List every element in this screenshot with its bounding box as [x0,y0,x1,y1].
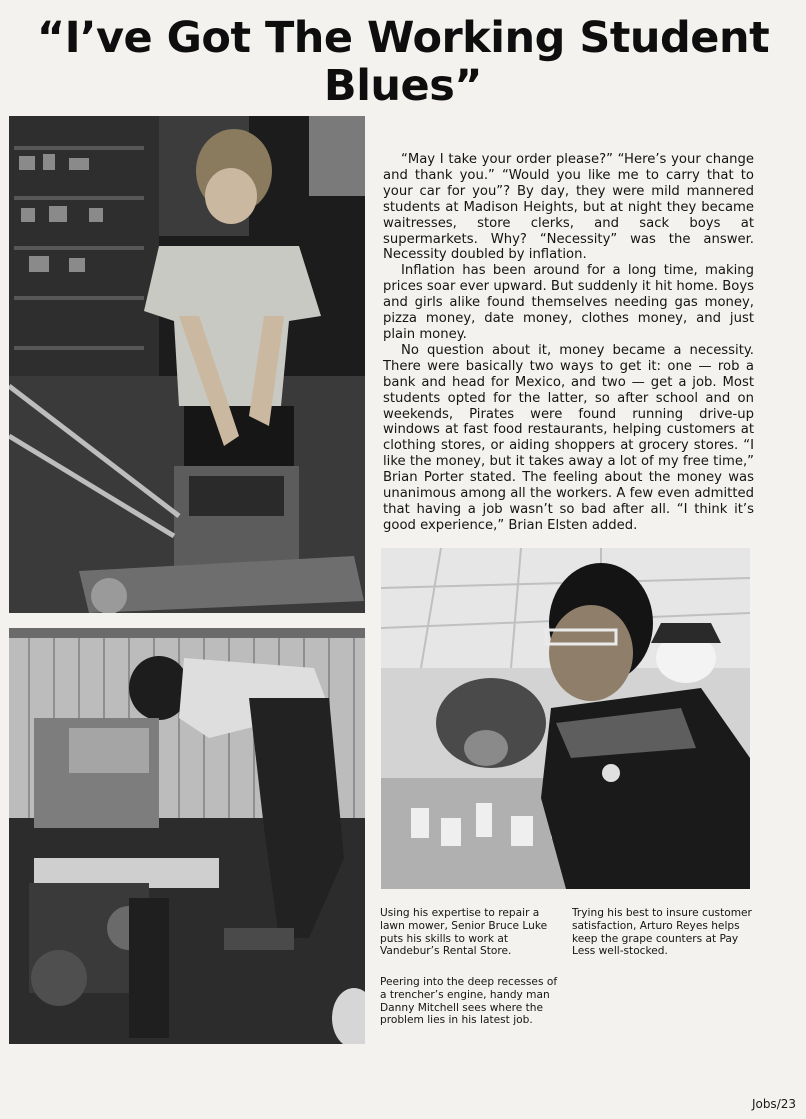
caption-lawn-mower: Using his expertise to repair a lawn mower, Senior Bruce Luke puts his skills to work at Vandebur’s Rental Store. [380,907,548,958]
page-title: “I’ve Got The Working Student Blues” [36,13,770,111]
photo-lawn-mower-repair [9,116,365,613]
photo-trencher-engine [9,628,365,1044]
article-body [383,152,754,534]
page-number: Jobs/23 [751,1097,796,1111]
article-paragraph: No question about it, money became a necessity. There were basically two ways to get it: one — rob a bank and head for Mexico, and two — get a job. Most students opted for the latter, so after school and on weekends, Pirates were found running drive-up windows at fast food restaurants, helping customers at clothing stores, or aiding shoppers at grocery stores. “I like the money, but it takes away a lot of my free time,” Brian Porter stated. The feeling about the money was unanimous among all the workers. A few even admitted that having a job wasn’t so bad after all. “I think it’s good experience,” Brian Elsten added. [383,342,754,533]
article-paragraph: “May I take your order please?” “Here’s your change and thank you.” “Would you like me to carry that to your car for you”? By day, they were mild mannered students at Madison Heights, but at night they became waitresses, store clerks, and sack boys at supermarkets. Why? “Necessity” was the answer. Necessity doubled by inflation. [383,152,754,263]
photo-grocery-worker [381,548,750,889]
article-paragraph: Inflation has been around for a long time, making prices soar ever upward. But suddenly it hit home. Boys and girls alike found themselves needing gas money, pizza money, date money, clothes money, and just plain money. [383,263,754,342]
caption-grocery: Trying his best to insure customer satisfaction, Arturo Reyes helps keep the grape counters at Pay Less well-stocked. [572,907,752,958]
caption-trencher: Peering into the deep recesses of a trencher’s engine, handy man Danny Mitchell sees where the problem lies in his latest job. [380,976,558,1027]
